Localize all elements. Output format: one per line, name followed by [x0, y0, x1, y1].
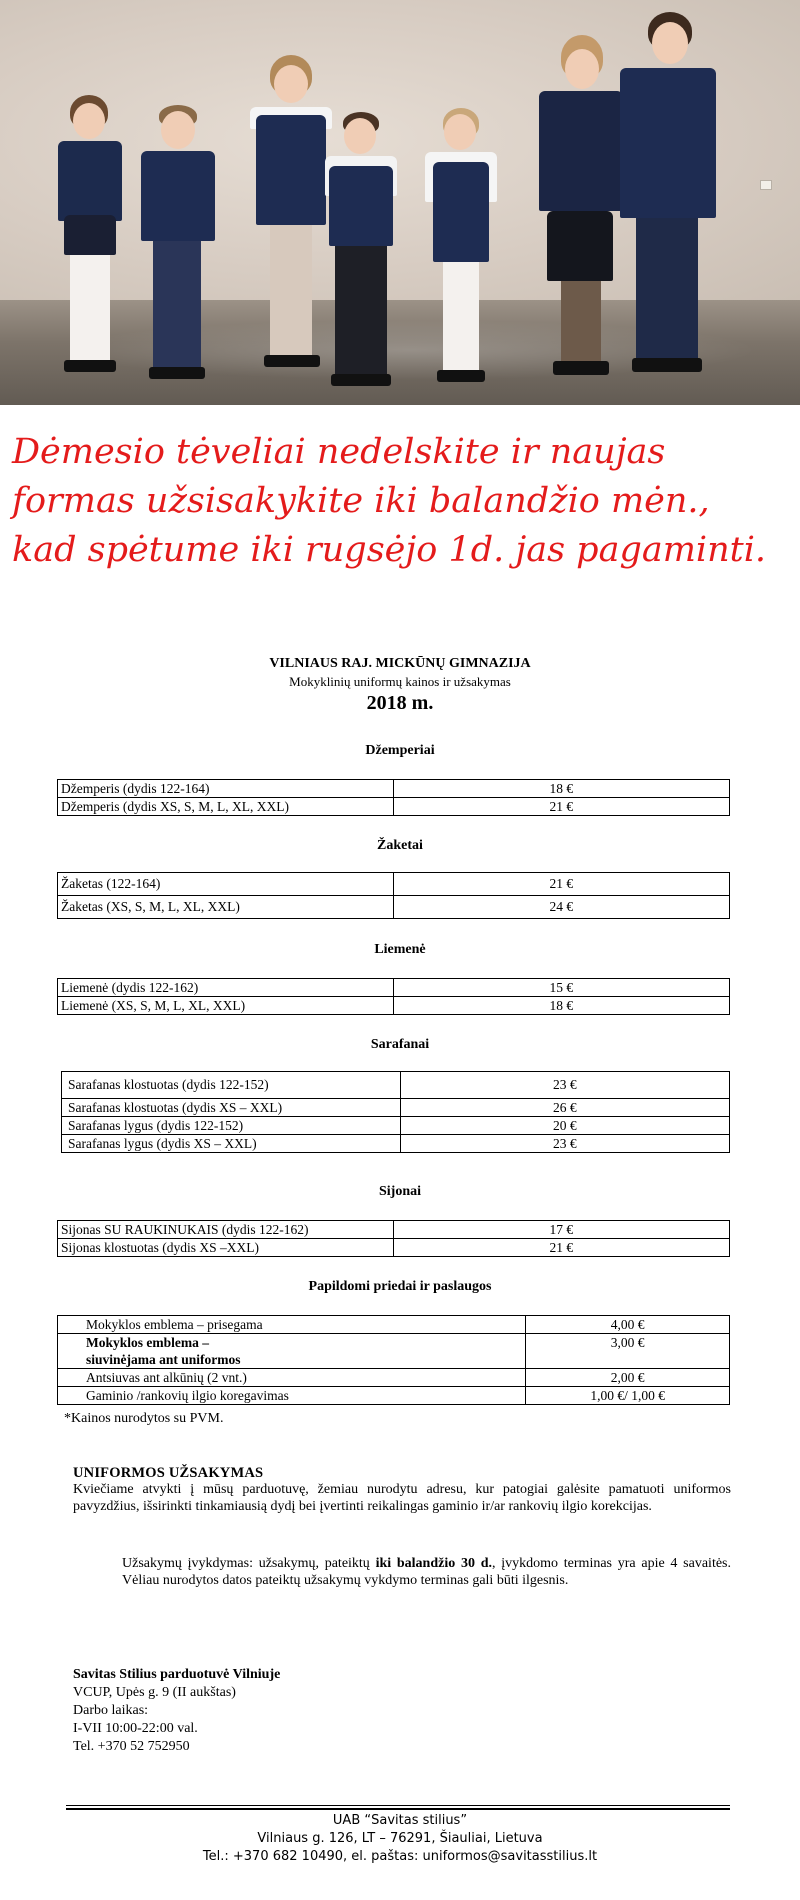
item-name: Džemperis (dydis XS, S, M, L, XL, XXL) [58, 798, 394, 816]
table-row [58, 1369, 730, 1387]
item-name: Džemperis (dydis 122-164) [58, 780, 394, 798]
item-price: 24 € [393, 896, 729, 919]
price-table-dzemperiai [57, 779, 730, 816]
photo-child-1 [50, 95, 130, 395]
photo-child-7 [618, 12, 718, 397]
photo-wall-outlet [760, 180, 772, 190]
item-price: 23 € [400, 1072, 729, 1099]
item-name-line-1: Mokyklos emblema – [86, 1335, 209, 1350]
price-table-zaketai [57, 872, 730, 919]
school-name: VILNIAUS RAJ. MICKŪNŲ GIMNAZIJA [269, 656, 531, 671]
photo-child-2 [137, 105, 217, 395]
section-title-dzemperiai: Džemperiai [365, 743, 435, 758]
item-price: 20 € [400, 1117, 729, 1135]
table-row [58, 997, 730, 1015]
table-row [62, 1072, 730, 1099]
item-name-line-2: siuvinėjama ant uniformos [86, 1352, 241, 1367]
item-name: Sijonas SU RAUKINUKAIS (dydis 122-162) [58, 1221, 394, 1239]
order-paragraph-1: Kviečiame atvykti į mūsų parduotuvę, žemiau nurodytu adresu, kur patogiai galėsite pamatuoti uniformos pavyzdžius, išsirinkti tinkamiausią dydį bei įvertinti reikalingas gaminio ir/ar rankovių ilgio korekcijas. [73, 1482, 731, 1514]
price-table-sarafanai [61, 1071, 730, 1153]
shop-info [73, 1666, 280, 1756]
section-title-priedai: Papildomi priedai ir paslaugos [308, 1279, 492, 1294]
footer-divider-thin [66, 1805, 730, 1806]
price-table-sijonai [57, 1220, 730, 1257]
item-name: Sarafanas lygus (dydis XS – XXL) [62, 1135, 401, 1153]
shop-phone: Tel. +370 52 752950 [73, 1739, 190, 1754]
item-name: Liemenė (XS, S, M, L, XL, XXL) [58, 997, 394, 1015]
table-row [62, 1117, 730, 1135]
item-name: Sarafanas klostuotas (dydis XS – XXL) [62, 1099, 401, 1117]
table-row [58, 873, 730, 896]
order-title: UNIFORMOS UŽSAKYMAS [73, 1465, 264, 1481]
footer-address: Vilniaus g. 126, LT – 76291, Šiauliai, Lietuva [257, 1831, 543, 1846]
photo-child-6 [535, 35, 625, 395]
notice-line-3: kad spėtume iki rugsėjo 1d. jas pagaminti. [12, 530, 767, 570]
item-price: 17 € [393, 1221, 729, 1239]
document-year: 2018 m. [366, 692, 434, 714]
item-name: Sarafanas klostuotas (dydis 122-152) [62, 1072, 401, 1099]
item-price: 21 € [393, 1239, 729, 1257]
table-row [58, 1316, 730, 1334]
footer-contacts: Tel.: +370 682 10490, el. paštas: uniformos@savitasstilius.lt [202, 1849, 598, 1864]
table-row [58, 979, 730, 997]
shop-name: Savitas Stilius parduotuvė Vilniuje [73, 1667, 281, 1682]
item-name: Liemenė (dydis 122-162) [58, 979, 394, 997]
item-name: Antsiuvas ant alkūnių (2 vnt.) [58, 1369, 526, 1387]
item-price: 4,00 € [526, 1316, 730, 1334]
price-table-priedai [57, 1315, 730, 1405]
red-notice [12, 428, 792, 575]
document-subtitle: Mokyklinių uniformų kainos ir užsakymas [289, 674, 511, 689]
item-price: 18 € [393, 997, 729, 1015]
photo-child-3 [250, 55, 330, 395]
section-title-zaketai: Žaketai [377, 838, 423, 853]
photo-child-5 [423, 108, 499, 393]
shop-hours-label: Darbo laikas: [73, 1703, 149, 1718]
item-name: Žaketas (122-164) [58, 873, 394, 896]
section-title-sarafanai: Sarafanai [370, 1037, 430, 1052]
item-price: 21 € [393, 798, 729, 816]
item-name: Mokyklos emblema – prisegama [58, 1316, 526, 1334]
notice-line-2: formas užsisakykite iki balandžio mėn., [12, 481, 710, 521]
item-name: Sarafanas lygus (dydis 122-152) [62, 1117, 401, 1135]
shop-address: VCUP, Upės g. 9 (II aukštas) [73, 1685, 236, 1700]
table-row [58, 1239, 730, 1257]
item-price: 3,00 € [526, 1334, 730, 1369]
order-p2-text-before: Užsakymų įvykdymas: užsakymų, pateiktų [122, 1556, 376, 1571]
item-price: 1,00 €/ 1,00 € [526, 1387, 730, 1405]
table-row [58, 1334, 730, 1369]
table-row [58, 1221, 730, 1239]
vat-note: *Kainos nurodytos su PVM. [64, 1411, 224, 1426]
table-row [62, 1135, 730, 1153]
table-row [58, 896, 730, 919]
order-paragraph-2 [122, 1555, 731, 1589]
item-price: 26 € [400, 1099, 729, 1117]
uniform-photo [0, 0, 800, 405]
item-price: 18 € [393, 780, 729, 798]
footer-divider-thick [66, 1808, 730, 1810]
item-price: 23 € [400, 1135, 729, 1153]
table-row [58, 780, 730, 798]
table-row [58, 798, 730, 816]
section-title-sijonai: Sijonai [378, 1184, 421, 1199]
table-row [62, 1099, 730, 1117]
order-p2-text-after: , įvykdomo terminas yra apie 4 savaitės. Vėliau nurodytos datos pateiktų užsakymų vykdymo terminas gali būti ilgesnis. [122, 1556, 731, 1588]
price-table-liemene [57, 978, 730, 1015]
shop-hours: I-VII 10:00-22:00 val. [73, 1721, 198, 1736]
item-name: Gaminio /rankovių ilgio koregavimas [58, 1387, 526, 1405]
item-name [58, 1334, 526, 1369]
item-price: 21 € [393, 873, 729, 896]
section-title-liemene: Liemenė [374, 942, 426, 957]
photo-child-4 [323, 112, 399, 392]
footer [0, 1812, 800, 1866]
item-price: 2,00 € [526, 1369, 730, 1387]
item-price: 15 € [393, 979, 729, 997]
item-name: Žaketas (XS, S, M, L, XL, XXL) [58, 896, 394, 919]
footer-company: UAB “Savitas stilius” [332, 1813, 468, 1828]
order-p2-deadline: iki balandžio 30 d. [375, 1556, 493, 1571]
notice-line-1: Dėmesio tėveliai nedelskite ir naujas [12, 432, 666, 472]
table-row [58, 1387, 730, 1405]
item-name: Sijonas klostuotas (dydis XS –XXL) [58, 1239, 394, 1257]
